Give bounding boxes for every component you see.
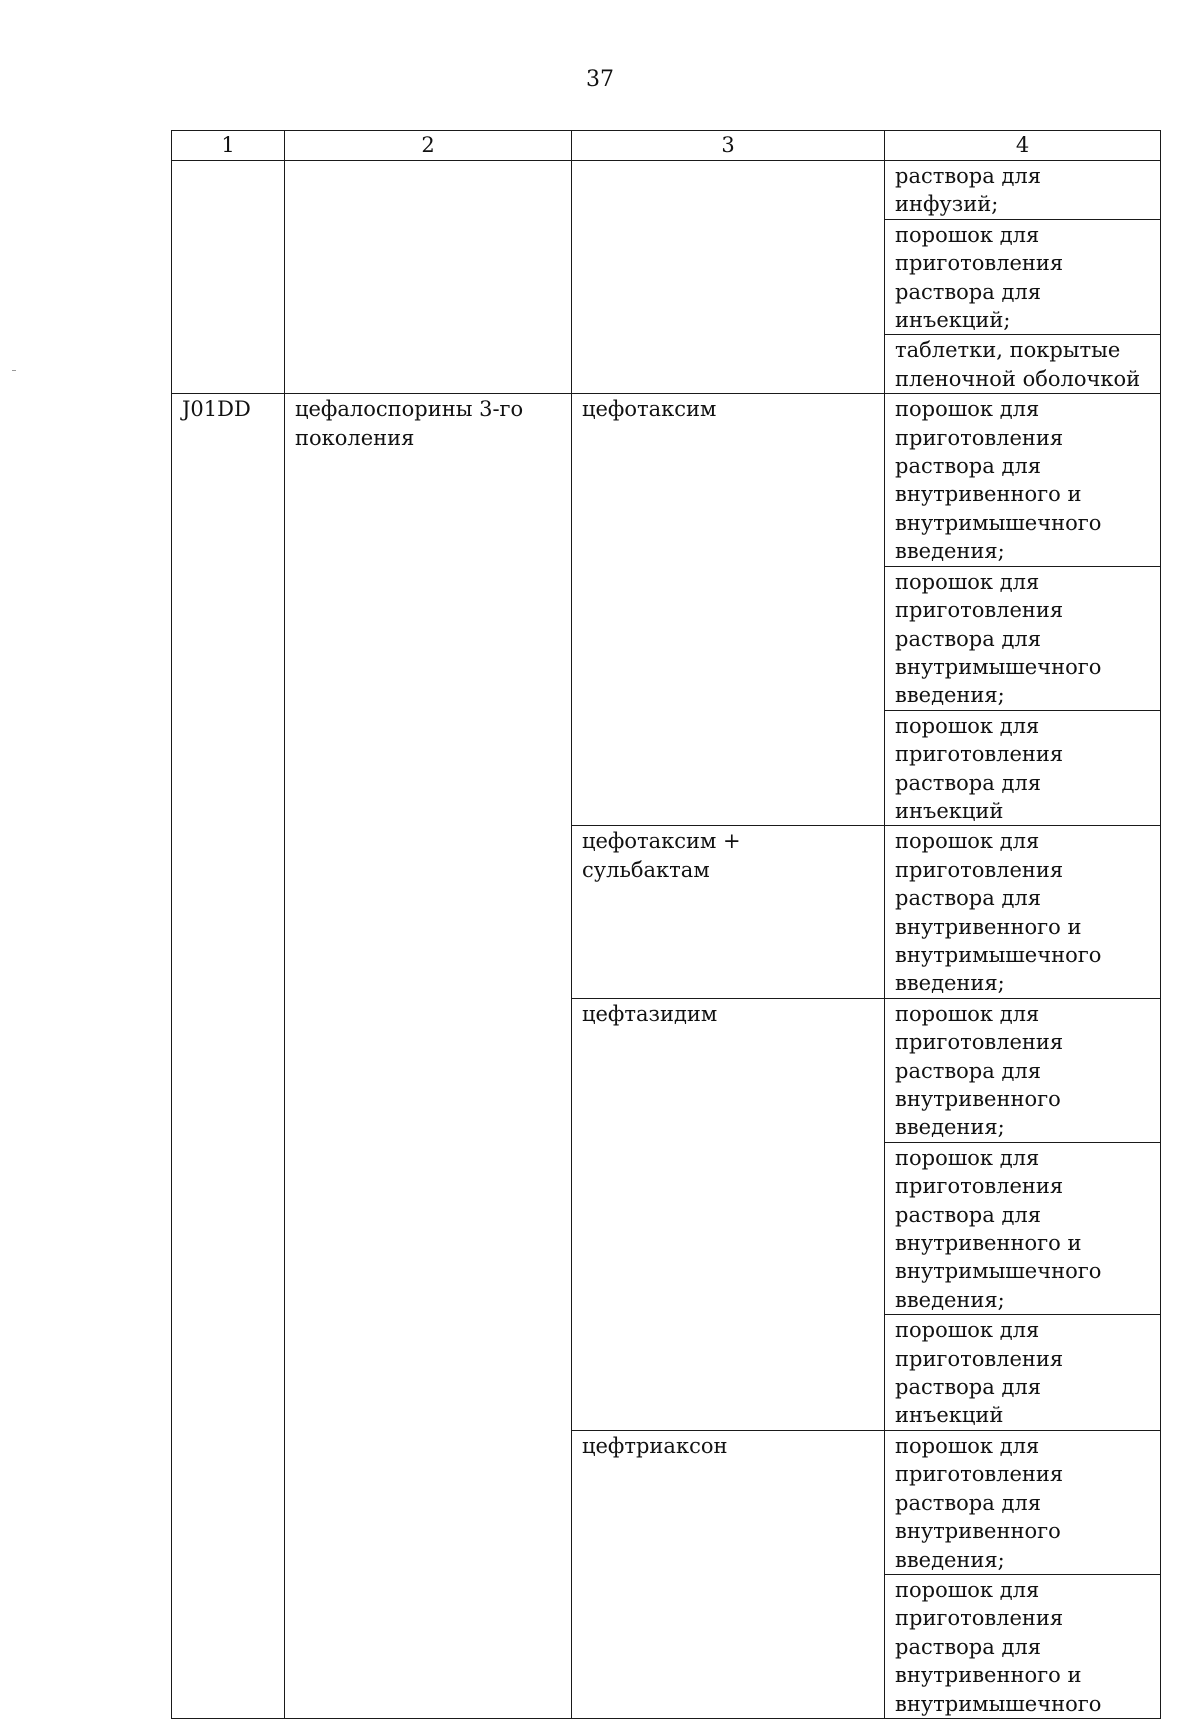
- dosage-form-cell: порошок для приготовления раствора для внутривенного и внутримышечного введения;: [885, 394, 1161, 566]
- group-name-cell: цефалоспорины 3-го поколения: [285, 394, 572, 1719]
- code-cell-empty: [172, 161, 285, 394]
- group-cell-empty: [285, 161, 572, 394]
- dosage-form-cell: порошок для приготовления раствора для внутривенного введения;: [885, 1430, 1161, 1574]
- drug-name-cell: цефтриаксон: [572, 1430, 885, 1718]
- drug-table: [171, 130, 1161, 1719]
- drug-name-cell: цефотаксим: [572, 394, 885, 826]
- table-row: [172, 394, 1161, 566]
- page-number: 37: [586, 67, 614, 92]
- dosage-form-cell: порошок для приготовления раствора для внутривенного и внутримышечного введения;: [885, 826, 1161, 998]
- dosage-form-cell: таблетки, покрытые пленочной оболочкой: [885, 335, 1161, 394]
- dosage-form-cell: порошок для приготовления раствора для инъекций: [885, 710, 1161, 826]
- drug-name-cell: цефтазидим: [572, 998, 885, 1430]
- dosage-form-cell: порошок для приготовления раствора для внутримышечного введения;: [885, 566, 1161, 710]
- dosage-form-cell: раствора для инфузий;: [885, 161, 1161, 220]
- header-cell-3: 3: [572, 131, 885, 161]
- drug-name-cell: цефотаксим + сульбактам: [572, 826, 885, 998]
- atc-code-cell: J01DD: [172, 394, 285, 1719]
- drug-cell-empty: [572, 161, 885, 394]
- table-header-row: [172, 131, 1161, 161]
- header-cell-1: 1: [172, 131, 285, 161]
- margin-mark: [12, 370, 16, 371]
- dosage-form-cell: порошок для приготовления раствора для внутривенного и внутримышечного введения;: [885, 1142, 1161, 1314]
- table-row: [172, 161, 1161, 220]
- dosage-form-cell: порошок для приготовления раствора для внутривенного и внутримышечного: [885, 1574, 1161, 1718]
- dosage-form-cell: порошок для приготовления раствора для внутривенного введения;: [885, 998, 1161, 1142]
- header-cell-4: 4: [885, 131, 1161, 161]
- dosage-form-cell: порошок для приготовления раствора для инъекций;: [885, 219, 1161, 335]
- dosage-form-cell: порошок для приготовления раствора для инъекций: [885, 1315, 1161, 1431]
- header-cell-2: 2: [285, 131, 572, 161]
